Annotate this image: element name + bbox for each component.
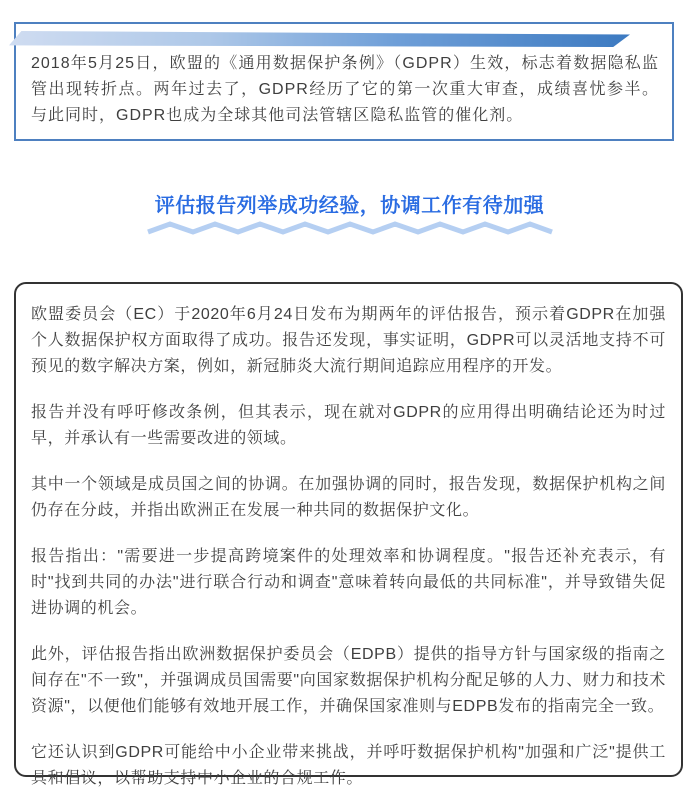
article-paragraph: 欧盟委员会（EC）于2020年6月24日发布为期两年的评估报告，预示着GDPR在加强个人数据保护权方面取得了成功。报告还发现，事实证明，GDPR可以灵活地支持不可预见的数字解决方案，例如，新冠肺炎大流行期间追踪应用程序的开发。 <box>31 306 666 375</box>
section-heading-block <box>0 189 699 235</box>
article-card <box>14 282 683 787</box>
article-paragraph: 报告指出："需要进一步提高跨境案件的处理效率和协调程度。"报告还补充表示，有时"找到共同的办法"进行联合行动和调查"意味着转向最低的共同标准"，并导致错失促进协调的机会。 <box>31 548 666 617</box>
intro-text: 2018年5月25日，欧盟的《通用数据保护条例》（GDPR）生效，标志着数据隐私监管出现转折点。两年过去了，GDPR经历了它的第一次重大审查，成绩喜忧参半。与此同时，GDPR也成为全球其他司法管辖区隐私监管的催化剂。 <box>31 55 659 124</box>
article-paragraph: 其中一个领域是成员国之间的协调。在加强协调的同时，报告发现，数据保护机构之间仍存在分歧，并指出欧洲正在发展一种共同的数据保护文化。 <box>31 476 666 519</box>
wave-underline-icon <box>145 221 555 235</box>
article-paragraph: 此外，评估报告指出欧洲数据保护委员会（EDPB）提供的指导方针与国家级的指南之间存在"不一致"，并强调成员国需要"向国家数据保护机构分配足够的人力、财力和技术资源"，以便他们能够有效地开展工作，并确保国家准则与EDPB发布的指南完全一致。 <box>31 646 666 715</box>
article-paragraph: 它还认识到GDPR可能给中小企业带来挑战，并呼吁数据保护机构"加强和广泛"提供工具和倡议，以帮助支持中小企业的合规工作。 <box>31 744 666 787</box>
section-title: 评估报告列举成功经验，协调工作有待加强 <box>154 195 545 217</box>
intro-card <box>14 22 674 141</box>
ribbon-banner <box>9 31 630 47</box>
article-paragraph: 报告并没有呼吁修改条例，但其表示，现在就对GDPR的应用得出明确结论还为时过早，并承认有一些需要改进的领域。 <box>31 404 666 447</box>
